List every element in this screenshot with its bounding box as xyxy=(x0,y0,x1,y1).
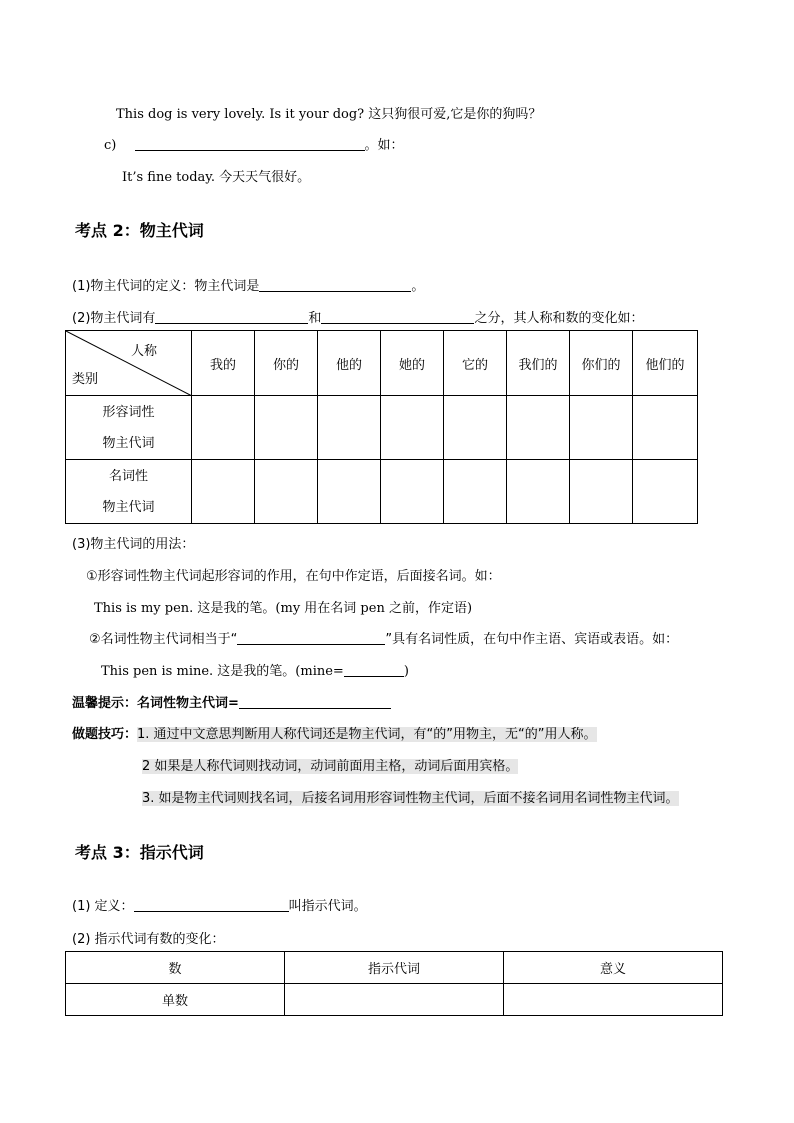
answer-cell[interactable] xyxy=(285,984,504,1016)
column-header: 她的 xyxy=(381,331,444,396)
usage-title: (3)物主代词的用法： xyxy=(72,537,195,552)
answer-cell[interactable] xyxy=(504,984,723,1016)
column-header: 指示代词 xyxy=(285,952,504,984)
answer-cell[interactable] xyxy=(318,460,381,524)
answer-cell[interactable] xyxy=(318,396,381,460)
skill-line-2 xyxy=(142,755,518,774)
section-2-title: 考点 2：物主代词 xyxy=(75,221,204,240)
possessive-def-blank xyxy=(259,278,411,292)
item-c-line xyxy=(104,134,404,153)
answer-cell[interactable] xyxy=(255,396,318,460)
corner-label-category: 类别 xyxy=(72,372,99,387)
answer-cell[interactable] xyxy=(444,460,507,524)
row-label-singular: 单数 xyxy=(66,984,285,1016)
table-row xyxy=(66,396,698,460)
table-row xyxy=(66,460,698,524)
tip-label: 温馨提示：名词性物主代词= xyxy=(72,696,239,711)
kinds-blank-1 xyxy=(155,310,308,324)
table-header-row xyxy=(66,952,723,984)
skill-item: 2 如果是人称代词则找动词，动词前面用主格，动词后面用宾格。 xyxy=(142,759,519,774)
skill-item: 1. 通过中文意思判断用人称代词还是物主代词，有“的”用物主，无“的”用人称。 xyxy=(137,727,597,742)
demonstrative-def-prefix: (1) 定义： xyxy=(72,899,134,914)
answer-cell[interactable] xyxy=(255,460,318,524)
item-c-suffix: 。如： xyxy=(364,138,404,153)
column-header: 你们的 xyxy=(570,331,633,396)
possessive-pronoun-table xyxy=(65,330,698,524)
answer-cell[interactable] xyxy=(570,396,633,460)
usage-2-example-line xyxy=(101,660,409,679)
table-header-row xyxy=(66,331,698,396)
answer-cell[interactable] xyxy=(507,460,570,524)
column-header: 你的 xyxy=(255,331,318,396)
answer-cell[interactable] xyxy=(381,396,444,460)
item-c-blank xyxy=(135,137,365,151)
table-row xyxy=(66,984,723,1016)
kinds-suffix: 之分，其人称和数的变化如： xyxy=(474,311,644,326)
skill-line-3 xyxy=(142,787,679,806)
kinds-blank-2 xyxy=(321,310,474,324)
table-corner-cell xyxy=(66,331,192,396)
answer-cell[interactable] xyxy=(444,396,507,460)
column-header: 它的 xyxy=(444,331,507,396)
answer-cell[interactable] xyxy=(633,460,698,524)
usage-2-suffix: ”具有名词性质，在句中作主语、宾语或表语。如： xyxy=(385,632,679,647)
usage-2-line xyxy=(89,628,678,647)
usage-2-blank xyxy=(237,631,385,645)
tip-blank xyxy=(239,695,391,709)
column-header: 他们的 xyxy=(633,331,698,396)
column-header: 我的 xyxy=(192,331,255,396)
demonstrative-def-suffix: 叫指示代词。 xyxy=(288,899,367,914)
kinds-prefix: (2)物主代词有 xyxy=(72,311,156,326)
demonstrative-pronoun-table xyxy=(65,951,723,1016)
usage-2-prefix: ②名词性物主代词相当于“ xyxy=(89,632,238,647)
answer-cell[interactable] xyxy=(507,396,570,460)
usage-2-example-suffix: ) xyxy=(403,664,409,679)
usage-2-example-prefix: This pen is mine. 这是我的笔。(mine= xyxy=(101,664,344,679)
possessive-def-suffix: 。 xyxy=(411,279,425,294)
usage-1: ①形容词性物主代词起形容词的作用，在句中作定语，后面接名词。如： xyxy=(86,569,501,584)
possessive-kinds-line xyxy=(72,307,643,326)
answer-cell[interactable] xyxy=(570,460,633,524)
demonstrative-def-blank xyxy=(134,898,289,912)
row-label-line: 物主代词 xyxy=(102,499,155,515)
answer-cell[interactable] xyxy=(192,460,255,524)
column-header: 我们的 xyxy=(507,331,570,396)
mine-blank xyxy=(344,663,404,677)
row-label-line: 名词性 xyxy=(108,468,148,484)
corner-label-person: 人称 xyxy=(130,344,157,359)
item-c-label: c) xyxy=(104,138,117,153)
row-label-nominal xyxy=(66,460,192,524)
usage-1-example: This is my pen. 这是我的笔。(my 用在名词 pen 之前，作定语) xyxy=(94,601,473,616)
row-label-adjectival xyxy=(66,396,192,460)
skill-line-1 xyxy=(72,723,597,742)
column-header: 意义 xyxy=(504,952,723,984)
example-fine-sentence: It’s fine today. 今天天气很好。 xyxy=(122,170,311,185)
section-3-title: 考点 3：指示代词 xyxy=(75,843,204,862)
skill-label: 做题技巧： xyxy=(72,727,138,742)
answer-cell[interactable] xyxy=(192,396,255,460)
answer-cell[interactable] xyxy=(381,460,444,524)
kinds-and: 和 xyxy=(308,311,322,326)
column-header: 数 xyxy=(66,952,285,984)
example-dog-sentence: This dog is very lovely. Is it your dog? 这只狗很可爱,它是你的狗吗？ xyxy=(116,107,542,122)
answer-cell[interactable] xyxy=(633,396,698,460)
row-label-line: 形容词性 xyxy=(102,404,155,420)
possessive-def-prefix: (1)物主代词的定义：物主代词是 xyxy=(72,279,260,294)
column-header: 他的 xyxy=(318,331,381,396)
demonstrative-definition-line xyxy=(72,895,367,914)
row-label-line: 物主代词 xyxy=(102,435,155,451)
skill-item: 3. 如是物主代词则找名词，后接名词用形容词性物主代词，后面不接名词用名词性物主代词。 xyxy=(142,791,679,806)
tip-line xyxy=(72,692,391,711)
possessive-definition-line xyxy=(72,275,424,294)
demonstrative-change-title: (2) 指示代词有数的变化： xyxy=(72,932,225,947)
